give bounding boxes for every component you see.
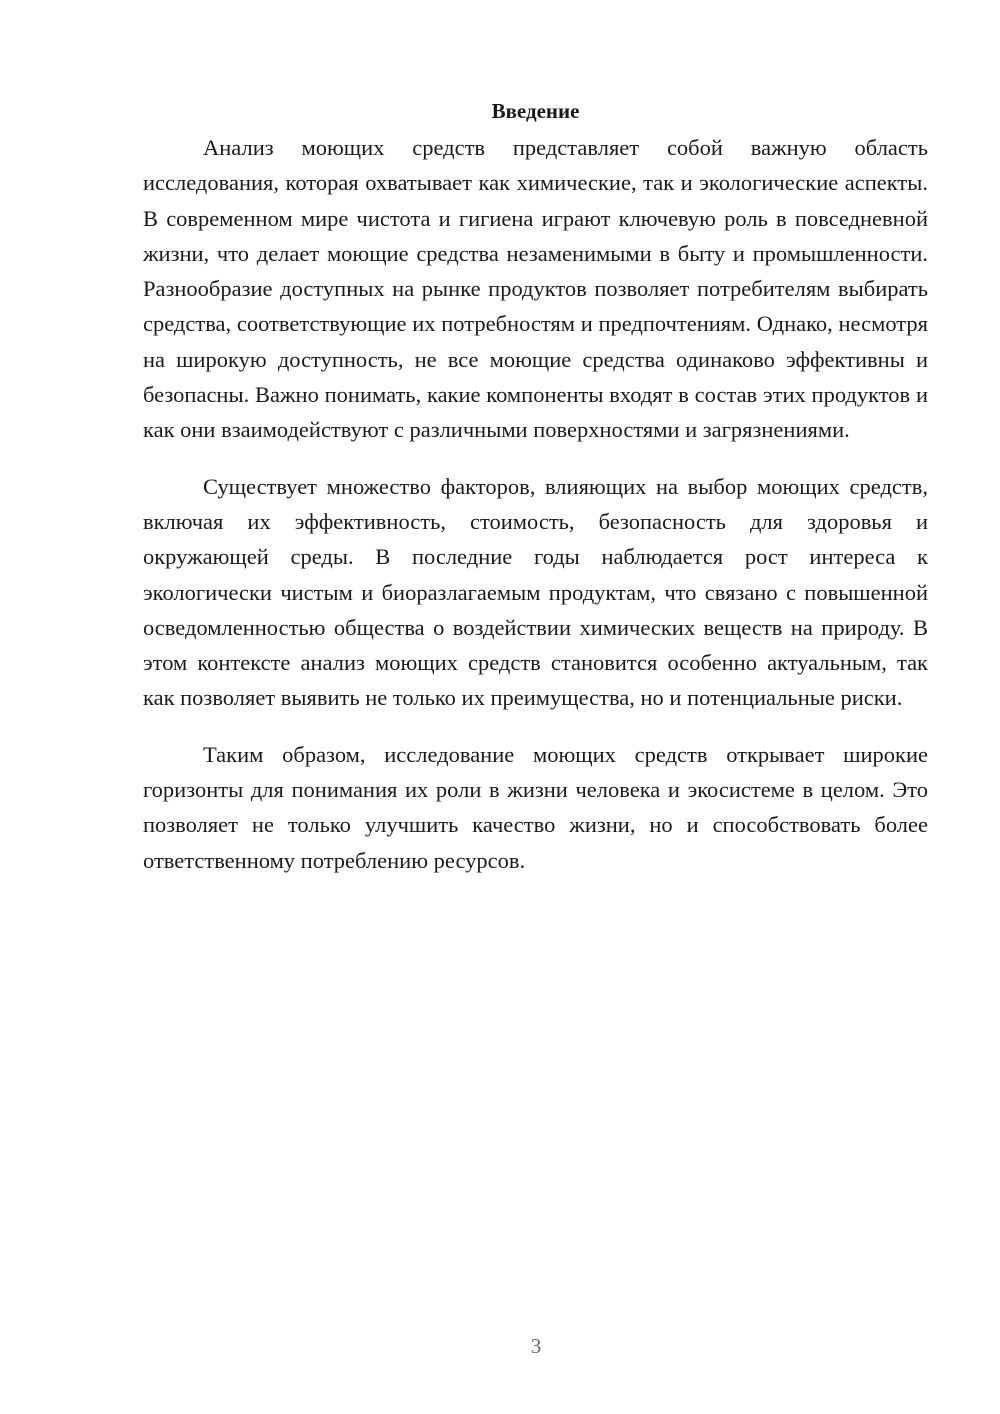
page-content	[143, 96, 928, 878]
paragraph-2: Существует множество факторов, влияющих на выбор моющих средств, включая их эффективность, стоимость, безопасность для здоровья и окружающей среды. В последние годы наблюдается рост интереса к экологически чистым и биоразлагаемым продуктам, что связано с повышенной осведомленностью общества о воздействии химических веществ на природу. В этом контексте анализ моющих средств становится особенно актуальным, так как позволяет выявить не только их преимущества, но и потенциальные риски.	[143, 473, 928, 711]
paragraph-3: Таким образом, исследование моющих средств открывает широкие горизонты для понимания их роли в жизни человека и экосистеме в целом. Это позволяет не только улучшить качество жизни, но и способствовать более ответственному потреблению ресурсов.	[143, 741, 928, 873]
paragraph-1: Анализ моющих средств представляет собой важную область исследования, которая охватывает как химические, так и экологические аспекты. В современном мире чистота и гигиена играют ключевую роль в повседневной жизни, что делает моющие средства незаменимыми в быту и промышленности. Разнообразие доступных на рынке продуктов позволяет потребителям выбирать средства, соответствующие их потребностям и предпочтениям. Однако, несмотря на широкую доступность, не все моющие средства одинаково эффективны и безопасны. Важно понимать, какие компоненты входят в состав этих продуктов и как они взаимодействуют с различными поверхностями и загрязнениями.	[143, 135, 928, 443]
section-heading: Введение	[491, 99, 580, 123]
page-number: 3	[530, 1334, 542, 1358]
